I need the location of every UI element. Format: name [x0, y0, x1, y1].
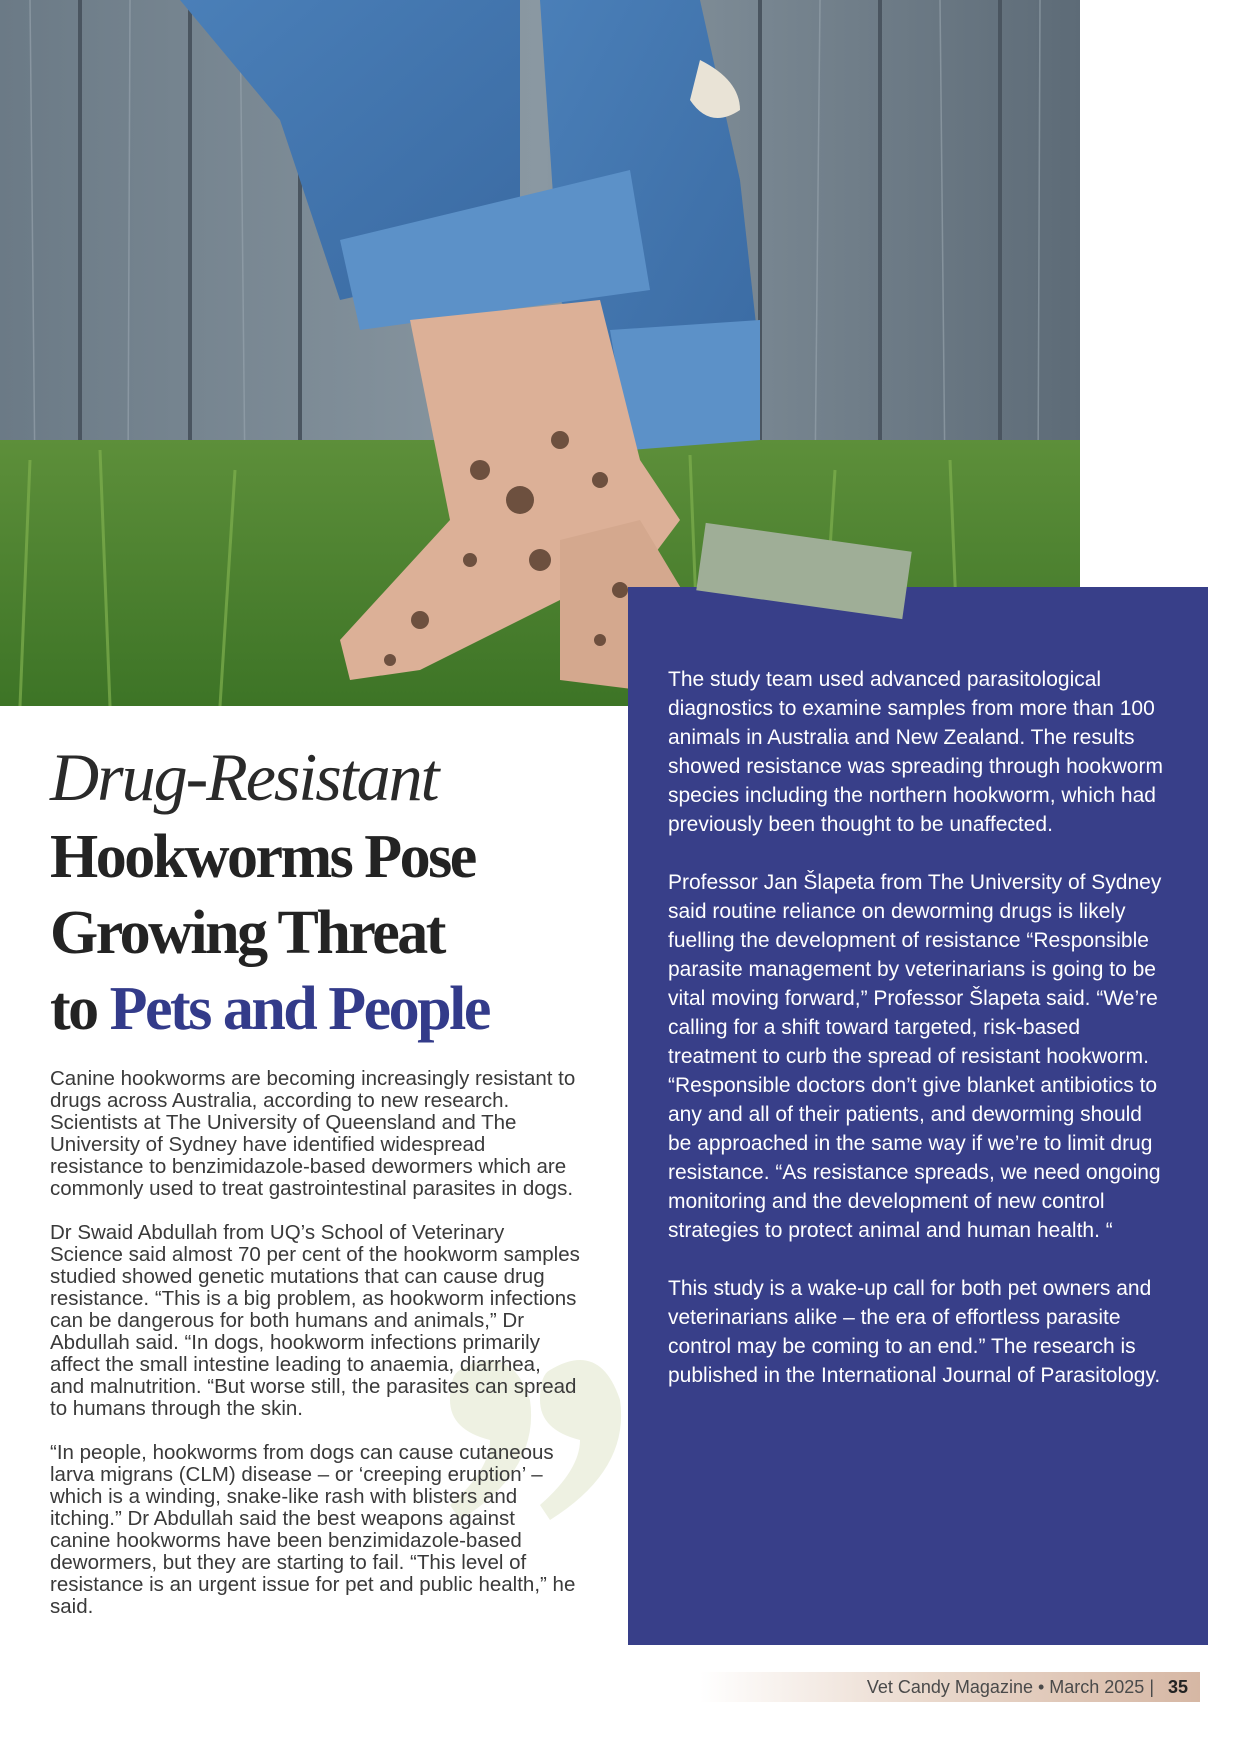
- right-paragraph-1: The study team used advanced parasitological diagnostics to examine samples from more than 100 animals in Australia and New Zealand. The results showed resistance was spreading through hookworm species including the northern hookworm, which had previously been thought to be unaffected.: [668, 668, 1163, 836]
- headline-line-4: [50, 971, 630, 1047]
- headline-italic-line: Drug-Resistant: [50, 739, 438, 815]
- article-headline: [50, 735, 630, 1047]
- footer-publication: Vet Candy Magazine • March 2025 |: [866, 1677, 1154, 1697]
- left-paragraph-3: “In people, hookworms from dogs can cause cutaneous larva migrans (CLM) disease – or ‘creeping eruption’ – which is a winding, snake-like rash with blisters and itching.” Dr Abdullah said the best weapons against canine hookworms have been benzimidazole-based dewormers, but they are starting to fail. “This level of resistance is an urgent issue for pet and public health,” he said.: [50, 1441, 576, 1618]
- page-number: 35: [1167, 1677, 1188, 1697]
- left-paragraph-2: Dr Swaid Abdullah from UQ’s School of Veterinary Science said almost 70 per cent of the hookworm samples studied showed genetic mutations that can cause drug resistance. “This is a big problem, as hookworm infections can be dangerous for both humans and animals,” Dr Abdullah said. “In dogs, hookworm infections primarily affect the small intestine leading to anaemia, diarrhea, and malnutrition. “But worse still, the parasites can spread to humans through the skin.: [50, 1221, 580, 1420]
- left-paragraph-1: Canine hookworms are becoming increasingly resistant to drugs across Australia, according to new research. Scientists at The University of Queensland and The University of Sydney have identified widespread resistance to benzimidazole-based dewormers which are commonly used to treat gastrointestinal parasites in dogs.: [50, 1067, 576, 1200]
- article-right-column: [668, 665, 1168, 1419]
- right-paragraph-3: This study is a wake-up call for both pet owners and veterinarians alike – the era of effortless parasite control may be coming to an end.” The research is published in the International Journal of Parasitology.: [668, 1277, 1161, 1387]
- right-paragraph-2: Professor Jan Šlapeta from The University of Sydney said routine reliance on deworming drugs is likely fuelling the development of resistance “Responsible parasite management by veterinarians is going to be vital moving forward,” Professor Šlapeta said. “We’re calling for a shift toward targeted, risk-based treatment to curb the spread of resistant hookworm. “Responsible doctors don’t give blanket antibiotics to any and all of their patients, and deworming should be approached in the same way if we’re to limit drug resistance. “As resistance spreads, we need ongoing monitoring and the development of new control strategies to protect animal and human health. “: [668, 871, 1162, 1242]
- headline-line-2: Hookworms Pose: [50, 823, 475, 891]
- page-footer: [700, 1672, 1200, 1702]
- headline-line-3: Growing Threat: [50, 899, 444, 967]
- headline-accent-text: Pets and People: [109, 975, 489, 1043]
- headline-line-4-prefix: to: [50, 975, 110, 1043]
- article-left-column: [50, 1068, 580, 1640]
